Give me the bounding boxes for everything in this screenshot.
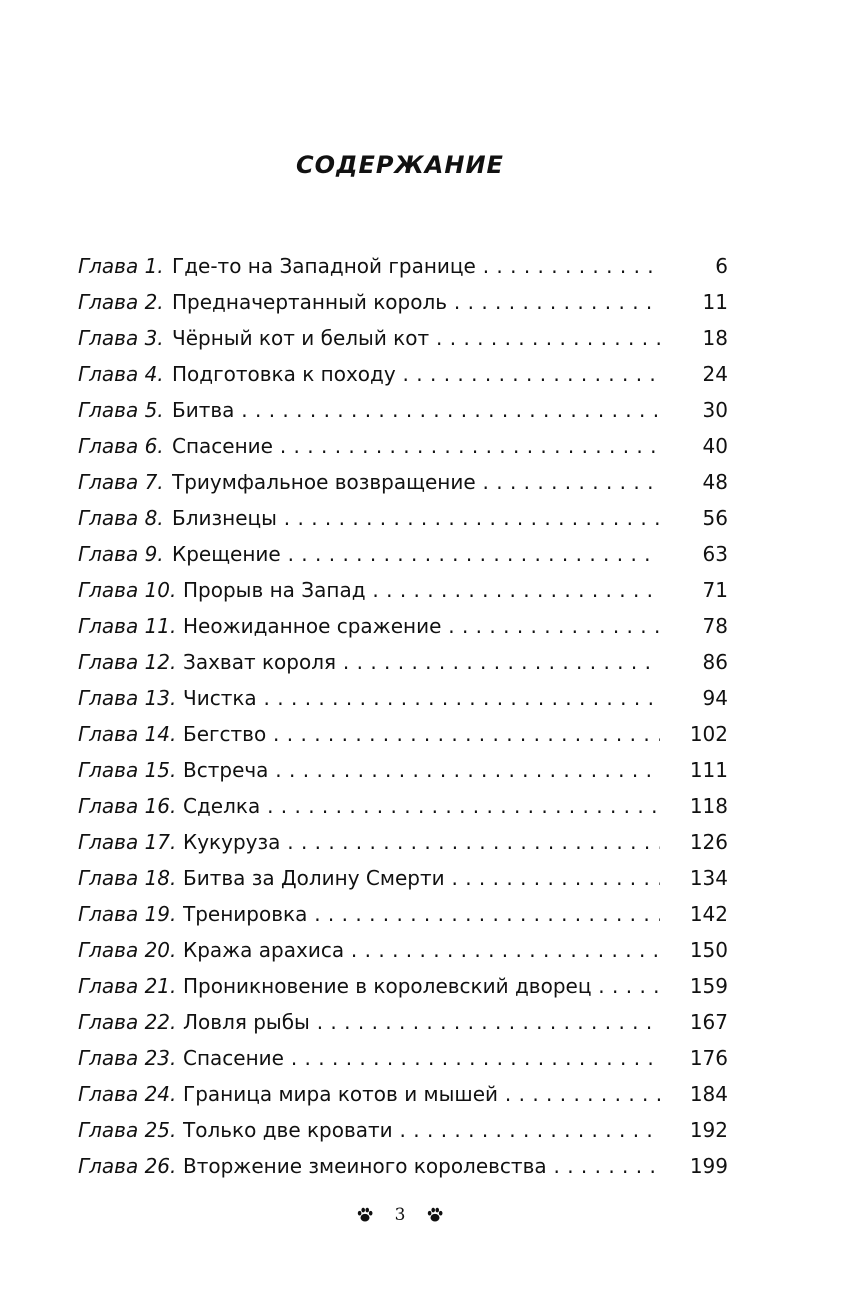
- toc-entry: [78, 896, 728, 932]
- chapter-title-with-leader: [183, 1076, 660, 1112]
- chapter-title: Спасение: [183, 1046, 284, 1070]
- chapter-title: Граница мира котов и мышей: [183, 1082, 499, 1106]
- chapter-title-with-leader: [183, 572, 660, 608]
- page-ref: 63: [702, 542, 728, 566]
- chapter-label: Глава 13.: [78, 686, 177, 710]
- toc-entry: [78, 752, 728, 788]
- chapter-title: Битва за Долину Смерти: [183, 866, 445, 890]
- page-ref: 78: [702, 614, 728, 638]
- toc-entry: [78, 860, 728, 896]
- chapter-title-with-leader: [172, 428, 660, 464]
- toc-entry: [78, 536, 728, 572]
- chapter-label: Глава 24.: [78, 1082, 177, 1106]
- chapter-title: Спасение: [172, 434, 273, 458]
- page-ref: 142: [689, 902, 728, 926]
- page-ref: 40: [702, 434, 728, 458]
- page-ref: 118: [689, 794, 728, 818]
- page-title: СОДЕРЖАНИЕ: [296, 151, 504, 179]
- chapter-label: Глава 7.: [78, 470, 164, 494]
- chapter-label: Глава 21.: [78, 974, 177, 998]
- chapter-title-with-leader: [183, 752, 660, 788]
- chapter-title: Неожиданное сражение: [183, 614, 442, 638]
- chapter-label: Глава 18.: [78, 866, 177, 890]
- chapter-title: Кража арахиса: [183, 938, 345, 962]
- chapter-title-with-leader: [183, 860, 660, 896]
- chapter-label: Глава 9.: [78, 542, 164, 566]
- page-ref: 159: [689, 974, 728, 998]
- page-ref: 192: [689, 1118, 728, 1142]
- page-ref: 18: [702, 326, 728, 350]
- chapter-label: Глава 26.: [78, 1154, 177, 1178]
- chapter-title: Вторжение змеиного королевства: [183, 1154, 547, 1178]
- chapter-label: Глава 1.: [78, 254, 164, 278]
- page-ref: 24: [702, 362, 728, 386]
- toc-entry: [78, 608, 728, 644]
- page-ref: 199: [689, 1154, 728, 1178]
- toc-entry: [78, 788, 728, 824]
- chapter-title-with-leader: [172, 392, 660, 428]
- page-ref: 94: [702, 686, 728, 710]
- chapter-title-with-leader: [183, 1040, 660, 1076]
- chapter-title-with-leader: [172, 284, 660, 320]
- toc-entry: [78, 500, 728, 536]
- chapter-title: Встреча: [183, 758, 269, 782]
- chapter-title: Чёрный кот и белый кот: [172, 326, 430, 350]
- chapter-label: Глава 4.: [78, 362, 164, 386]
- page-ref: 184: [689, 1082, 728, 1106]
- chapter-label: Глава 12.: [78, 650, 177, 674]
- page-ref: 126: [689, 830, 728, 854]
- chapter-title: Предначертанный король: [172, 290, 448, 314]
- page-ref: 134: [689, 866, 728, 890]
- chapter-title: Битва: [172, 398, 235, 422]
- chapter-title: Подготовка к походу: [172, 362, 396, 386]
- chapter-label: Глава 16.: [78, 794, 177, 818]
- chapter-title-with-leader: [172, 536, 660, 572]
- page-ref: 111: [689, 758, 728, 782]
- page-folio: [356, 1203, 444, 1227]
- chapter-title-with-leader: [183, 680, 660, 716]
- toc-entry: [78, 464, 728, 500]
- chapter-title: Близнецы: [172, 506, 277, 530]
- chapter-label: Глава 3.: [78, 326, 164, 350]
- chapter-label: Глава 6.: [78, 434, 164, 458]
- page-ref: 30: [702, 398, 728, 422]
- chapter-title: Только две кровати: [183, 1118, 393, 1142]
- chapter-title: Триумфальное возвращение: [172, 470, 476, 494]
- chapter-title-with-leader: [183, 644, 660, 680]
- page-ref: 102: [689, 722, 728, 746]
- chapter-title-with-leader: [172, 464, 660, 500]
- page-ref: 6: [715, 254, 728, 278]
- chapter-title: Захват короля: [183, 650, 337, 674]
- toc-entry: [78, 1040, 728, 1076]
- chapter-title-with-leader: [183, 1112, 660, 1148]
- chapter-title-with-leader: [183, 788, 660, 824]
- paw-print-icon: [426, 1206, 444, 1224]
- chapter-title-with-leader: [172, 248, 660, 284]
- chapter-label: Глава 11.: [78, 614, 177, 638]
- chapter-title-with-leader: [172, 320, 660, 356]
- toc-entry: [78, 392, 728, 428]
- chapter-label: Глава 17.: [78, 830, 177, 854]
- chapter-title-with-leader: [183, 932, 660, 968]
- chapter-title: Проникновение в королевский дворец: [183, 974, 592, 998]
- chapter-title-with-leader: [183, 824, 660, 860]
- chapter-title-with-leader: [183, 1004, 660, 1040]
- page-number: 3: [394, 1205, 406, 1225]
- toc-entry: [78, 356, 728, 392]
- chapter-title-with-leader: [172, 356, 660, 392]
- toc-entry: [78, 320, 728, 356]
- page-ref: 11: [702, 290, 728, 314]
- toc-entry: [78, 644, 728, 680]
- toc-entry: [78, 284, 728, 320]
- page-ref: 167: [689, 1010, 728, 1034]
- page-ref: 176: [689, 1046, 728, 1070]
- chapter-label: Глава 22.: [78, 1010, 177, 1034]
- chapter-label: Глава 2.: [78, 290, 164, 314]
- page-ref: 48: [702, 470, 728, 494]
- paw-print-icon: [356, 1206, 374, 1224]
- chapter-title-with-leader: [172, 500, 660, 536]
- toc-entry: [78, 1004, 728, 1040]
- chapter-title-with-leader: [183, 716, 660, 752]
- chapter-title-with-leader: [183, 1148, 660, 1184]
- toc-entry: [78, 248, 728, 284]
- chapter-title: Сделка: [183, 794, 261, 818]
- chapter-label: Глава 5.: [78, 398, 164, 422]
- chapter-title: Ловля рыбы: [183, 1010, 310, 1034]
- toc-entry: [78, 968, 728, 1004]
- toc-entry: [78, 1148, 728, 1184]
- chapter-title: Чистка: [183, 686, 257, 710]
- page-ref: 71: [702, 578, 728, 602]
- chapter-title: Прорыв на Запад: [183, 578, 366, 602]
- page-ref: 86: [702, 650, 728, 674]
- toc-entry: [78, 428, 728, 464]
- chapter-label: Глава 10.: [78, 578, 177, 602]
- toc-entry: [78, 572, 728, 608]
- chapter-label: Глава 15.: [78, 758, 177, 782]
- toc-entry: [78, 932, 728, 968]
- chapter-label: Глава 20.: [78, 938, 177, 962]
- chapter-label: Глава 14.: [78, 722, 177, 746]
- chapter-label: Глава 8.: [78, 506, 164, 530]
- chapter-title: Тренировка: [183, 902, 308, 926]
- chapter-label: Глава 19.: [78, 902, 177, 926]
- chapter-title-with-leader: [183, 896, 660, 932]
- toc-entry: [78, 1112, 728, 1148]
- toc-entry: [78, 680, 728, 716]
- table-of-contents: [78, 248, 728, 1184]
- toc-entry: [78, 824, 728, 860]
- chapter-title-with-leader: [183, 968, 660, 1004]
- page-ref: 150: [689, 938, 728, 962]
- chapter-title-with-leader: [183, 608, 660, 644]
- chapter-label: Глава 23.: [78, 1046, 177, 1070]
- toc-entry: [78, 1076, 728, 1112]
- chapter-label: Глава 25.: [78, 1118, 177, 1142]
- chapter-title: Крещение: [172, 542, 281, 566]
- chapter-title: Бегство: [183, 722, 267, 746]
- page-ref: 56: [702, 506, 728, 530]
- toc-entry: [78, 716, 728, 752]
- chapter-title: Кукуруза: [183, 830, 281, 854]
- chapter-title: Где-то на Западной границе: [172, 254, 476, 278]
